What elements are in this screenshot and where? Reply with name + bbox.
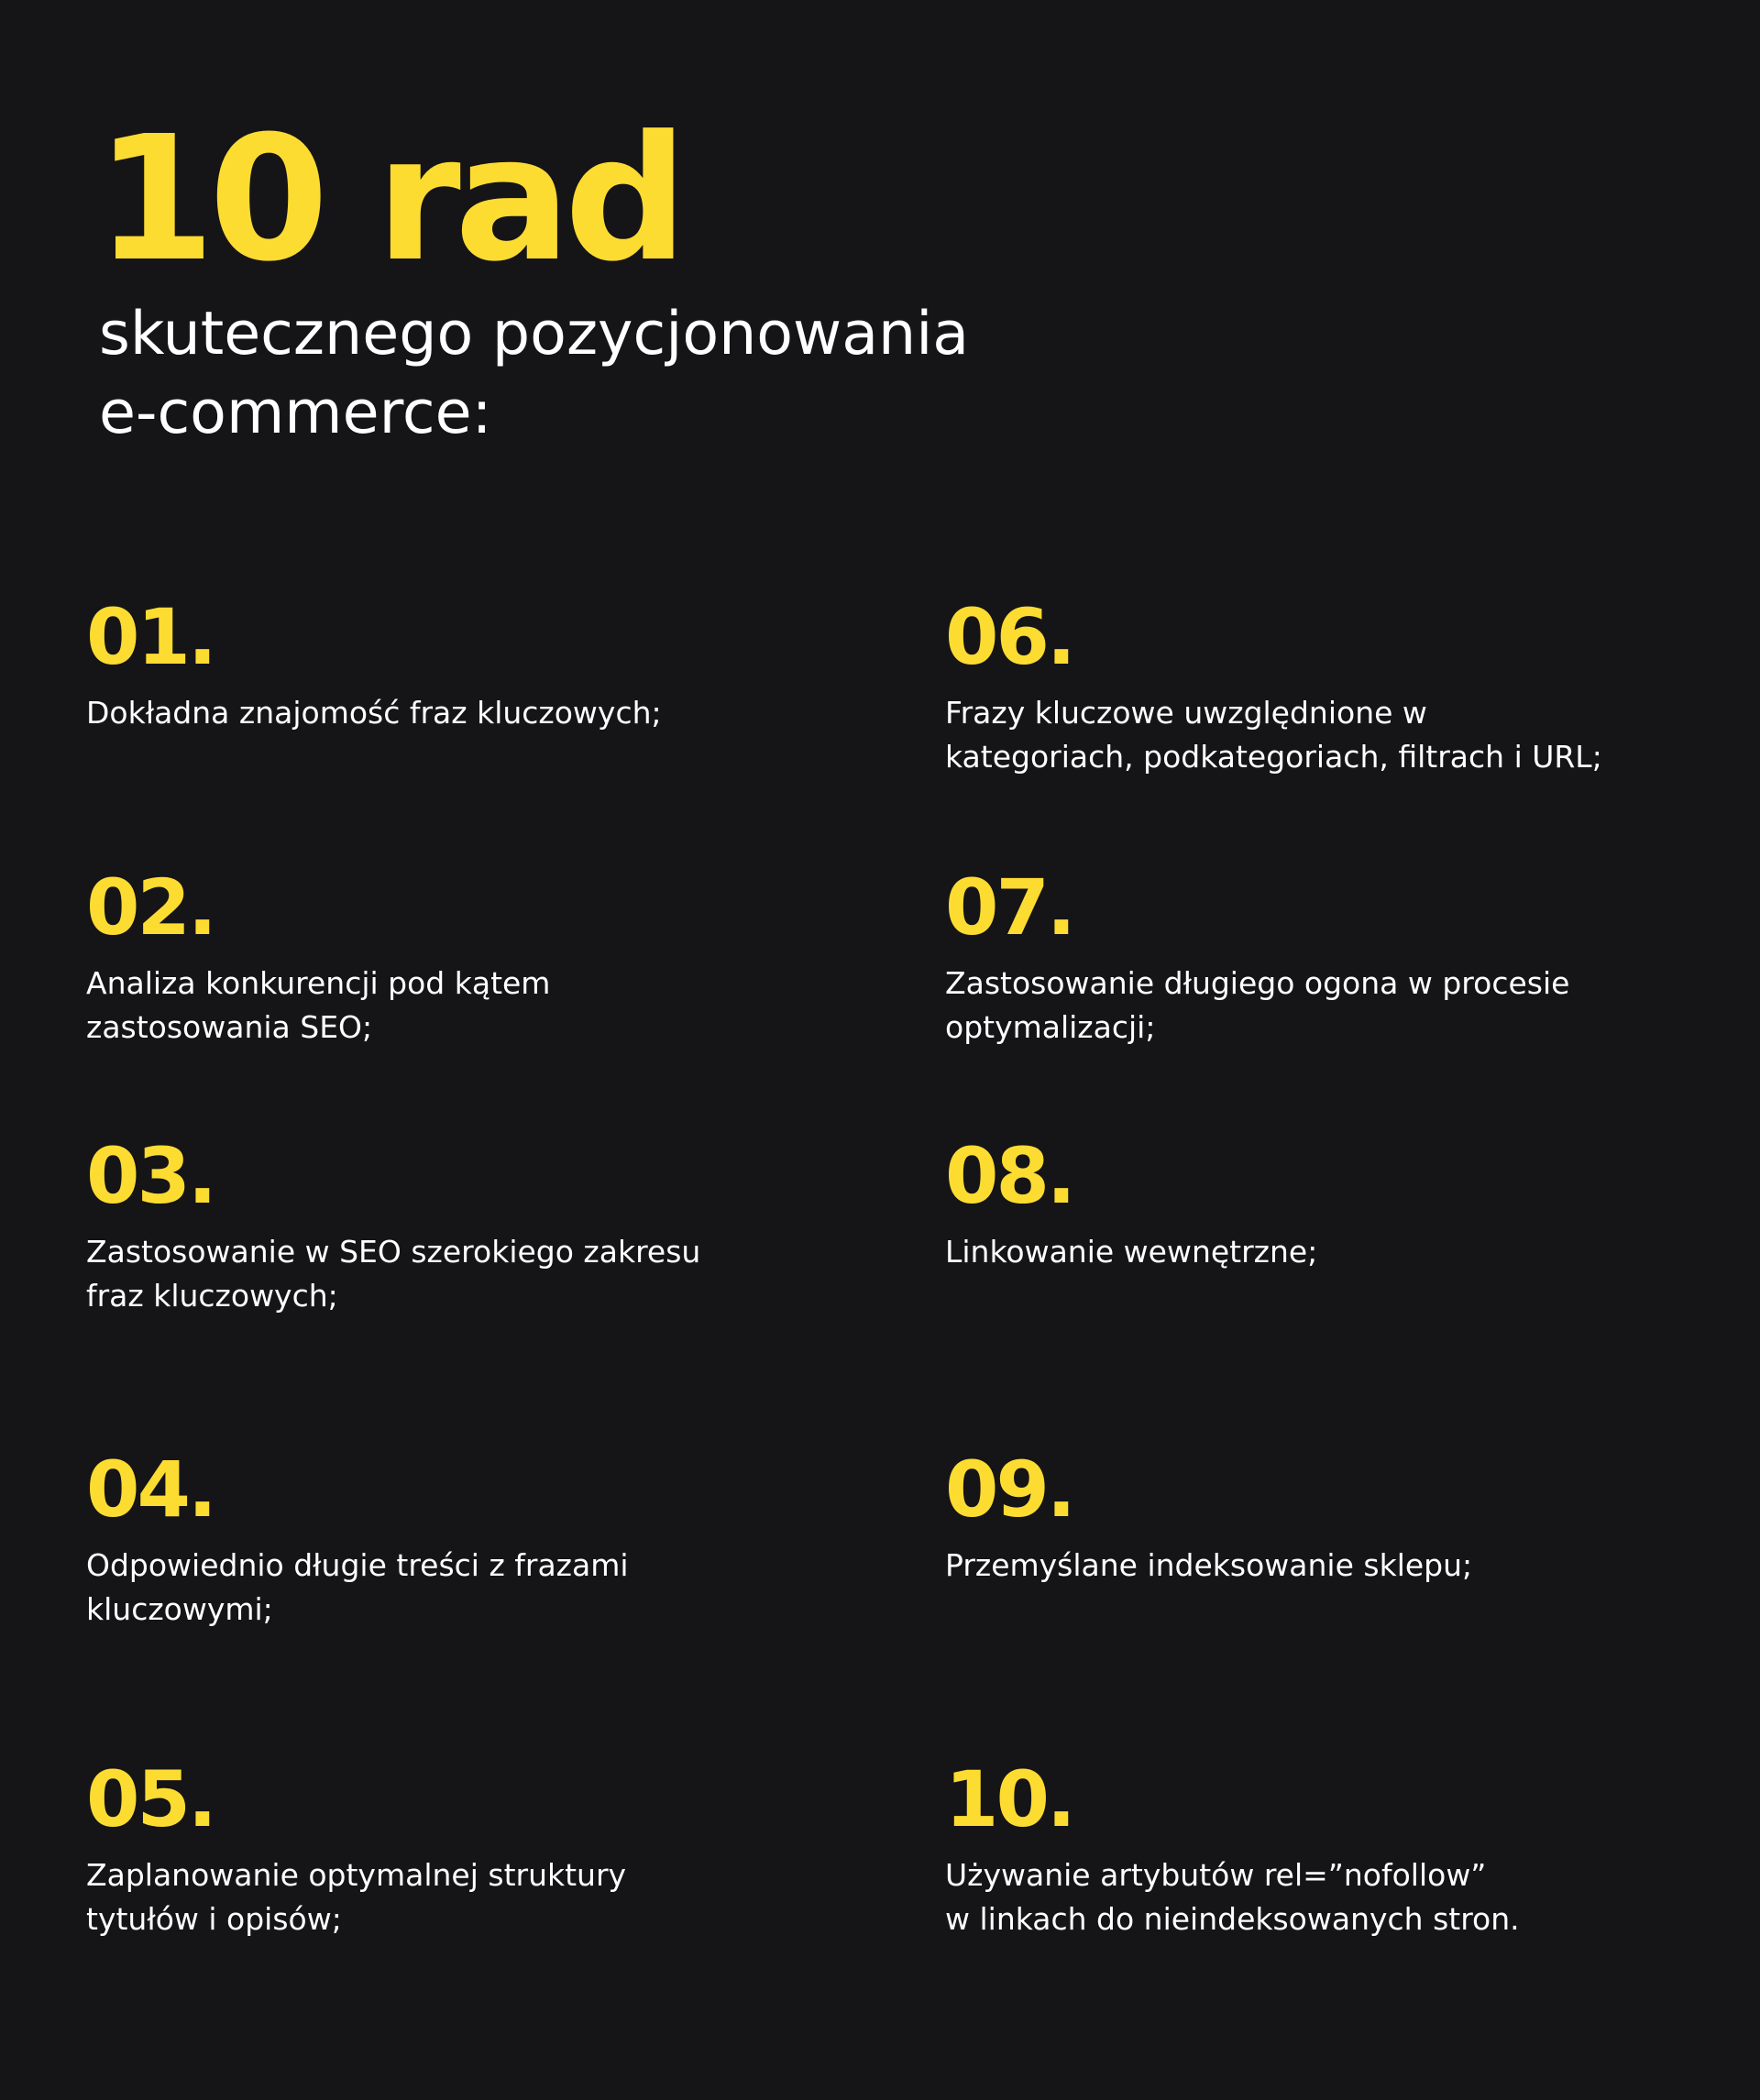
tip-item: [945, 1445, 1697, 1588]
tip-text: Analiza konkurencji pod kątem zastosowania SEO;: [86, 965, 551, 1045]
tip-item: [945, 1754, 1697, 1941]
tip-text: Linkowanie wewnętrzne;: [945, 1234, 1318, 1270]
tip-item: [945, 1131, 1697, 1274]
tip-item: [945, 592, 1697, 779]
tip-item: [86, 592, 838, 735]
tip-number: 07.: [945, 863, 1073, 952]
tip-item: [86, 1445, 838, 1632]
tip-number: 09.: [945, 1445, 1073, 1534]
tip-number: 06.: [945, 592, 1073, 682]
tip-text: Zastosowanie w SEO szerokiego zakresu fraz kluczowych;: [86, 1234, 701, 1314]
tip-number: 03.: [86, 1131, 214, 1221]
subtitle-line: skutecznego pozycjonowania: [99, 300, 970, 368]
tip-number: 02.: [86, 863, 214, 952]
tip-text: Frazy kluczowe uwzględnione w kategoriach, podkategoriach, filtrach i URL;: [945, 695, 1602, 775]
tip-text: Używanie artybutów rel=”nofollow” w linkach do nieindeksowanych stron.: [945, 1857, 1520, 1937]
tip-item: [86, 1131, 838, 1318]
tip-text: Dokładna znajomość fraz kluczowych;: [86, 695, 662, 731]
tip-number: 08.: [945, 1131, 1073, 1221]
tip-text: Odpowiednio długie treści z frazami kluczowymi;: [86, 1547, 629, 1627]
tip-number: 10.: [945, 1754, 1073, 1844]
tip-number: 01.: [86, 592, 214, 682]
tip-number: 04.: [86, 1445, 214, 1534]
tip-number: 05.: [86, 1754, 214, 1844]
page-title: 10 rad: [95, 99, 682, 300]
tip-item: [86, 1754, 838, 1941]
tip-item: [945, 863, 1697, 1050]
tip-item: [86, 863, 838, 1050]
tip-text: Zastosowanie długiego ogona w procesie optymalizacji;: [945, 965, 1570, 1045]
tip-text: Zaplanowanie optymalnej struktury tytułów i opisów;: [86, 1857, 627, 1937]
tip-text: Przemyślane indeksowanie sklepu;: [945, 1547, 1473, 1583]
page-subtitle: [99, 295, 969, 453]
subtitle-line: e-commerce:: [99, 379, 492, 447]
